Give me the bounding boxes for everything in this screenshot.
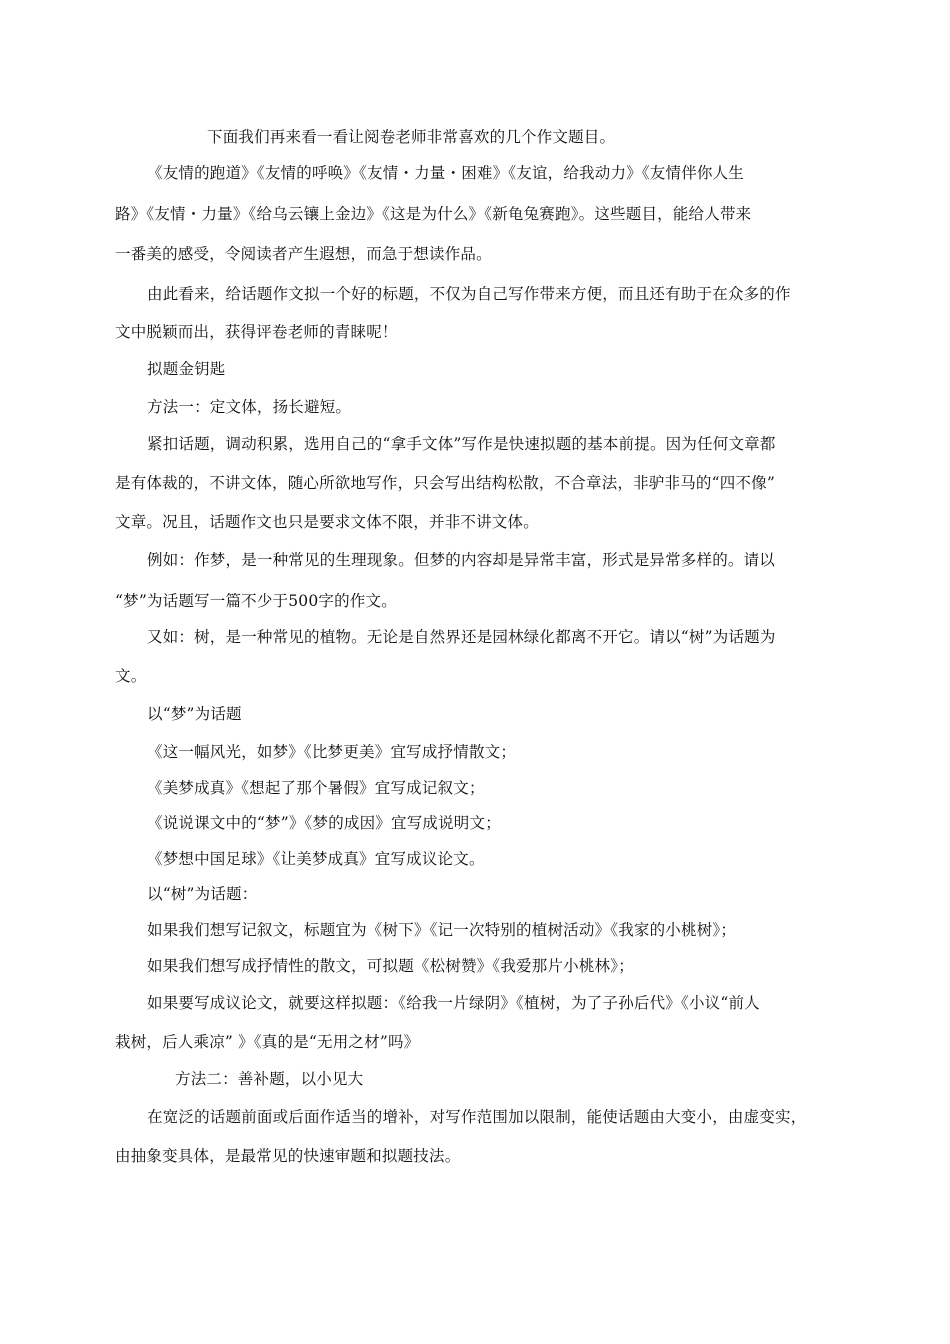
example2-line-2: 文。 xyxy=(115,667,147,685)
example1-line-1: 例如：作梦，是一种常见的生理现象。但梦的内容却是异常丰富，形式是异常多样的。请以 xyxy=(147,551,776,569)
method2-line-2: 由抽象变具体，是最常见的快速审题和拟题技法。 xyxy=(115,1147,461,1165)
dream-item-4: 《梦想中国足球》《让美梦成真》宜写成议论文。 xyxy=(147,850,485,868)
tree-argument-line-2: 栽树，后人乘凉” 》《真的是“无用之材”吗》 xyxy=(115,1033,420,1051)
tree-heading: 以“树”为话题： xyxy=(147,885,258,903)
dream-item-3: 《说说课文中的“梦”》《梦的成因》宜写成说明文； xyxy=(147,814,501,832)
method1-line-2: 是有体裁的，不讲文体，随心所欲地写作，只会写出结构松散，不合章法，非驴非马的“四不像” xyxy=(115,474,775,492)
tree-argument-line-1: 如果要写成议论文，就要这样拟题：《给我一片绿阴》《植树，为了子孙后代》《小议“前人 xyxy=(147,994,760,1012)
key-heading: 拟题金钥匙 xyxy=(147,360,226,378)
conclusion-line-1: 由此看来，给话题作文拟一个好的标题，不仅为自己写作带来方便，而且还有助于在众多的作 xyxy=(147,285,791,303)
example2-line-1: 又如：树，是一种常见的植物。无论是自然界还是园林绿化都离不开它。请以“树”为话题为 xyxy=(147,628,776,646)
dream-item-1: 《这一幅风光，如梦》《比梦更美》宜写成抒情散文； xyxy=(147,743,517,761)
method1-heading: 方法一：定文体，扬长避短。 xyxy=(147,398,352,416)
method1-line-1: 紧扣话题，调动积累，选用自己的“拿手文体”写作是快速拟题的基本前提。因为任何文章都 xyxy=(147,435,776,453)
dream-item-2: 《美梦成真》《想起了那个暑假》宜写成记叙文； xyxy=(147,779,485,797)
conclusion-line-2: 文中脱颖而出，获得评卷老师的青睐呢！ xyxy=(115,323,398,341)
intro-line: 下面我们再来看一看让阅卷老师非常喜欢的几个作文题目。 xyxy=(207,128,616,146)
method2-heading: 方法二：善补题，以小见大 xyxy=(175,1070,364,1088)
tree-item-2: 如果我们想写成抒情性的散文，可拟题《松树赞》《我爱那片小桃林》； xyxy=(147,957,634,975)
dream-heading: 以“梦”为话题 xyxy=(147,705,242,723)
example1-line-2: “梦”为话题写一篇不少于500字的作文。 xyxy=(115,592,397,610)
titles-line-2: 路》《友情・力量》《给乌云镶上金边》《这是为什么》《新龟兔赛跑》。这些题目，能给人带来 xyxy=(115,205,752,223)
tree-item-1: 如果我们想写记叙文，标题宜为《树下》《记一次特别的植树活动》《我家的小桃树》； xyxy=(147,921,737,939)
titles-line-3: 一番美的感受，令阅读者产生遐想，而急于想读作品。 xyxy=(115,245,492,263)
method1-line-3: 文章。况且，话题作文也只是要求文体不限，并非不讲文体。 xyxy=(115,513,539,531)
method2-line-1: 在宽泛的话题前面或后面作适当的增补，对写作范围加以限制，能使话题由大变小，由虚变实， xyxy=(147,1108,807,1126)
titles-line-1: 《友情的跑道》《友情的呼唤》《友情・力量・困难》《友谊，给我动力》《友情伴你人生 xyxy=(147,164,745,182)
